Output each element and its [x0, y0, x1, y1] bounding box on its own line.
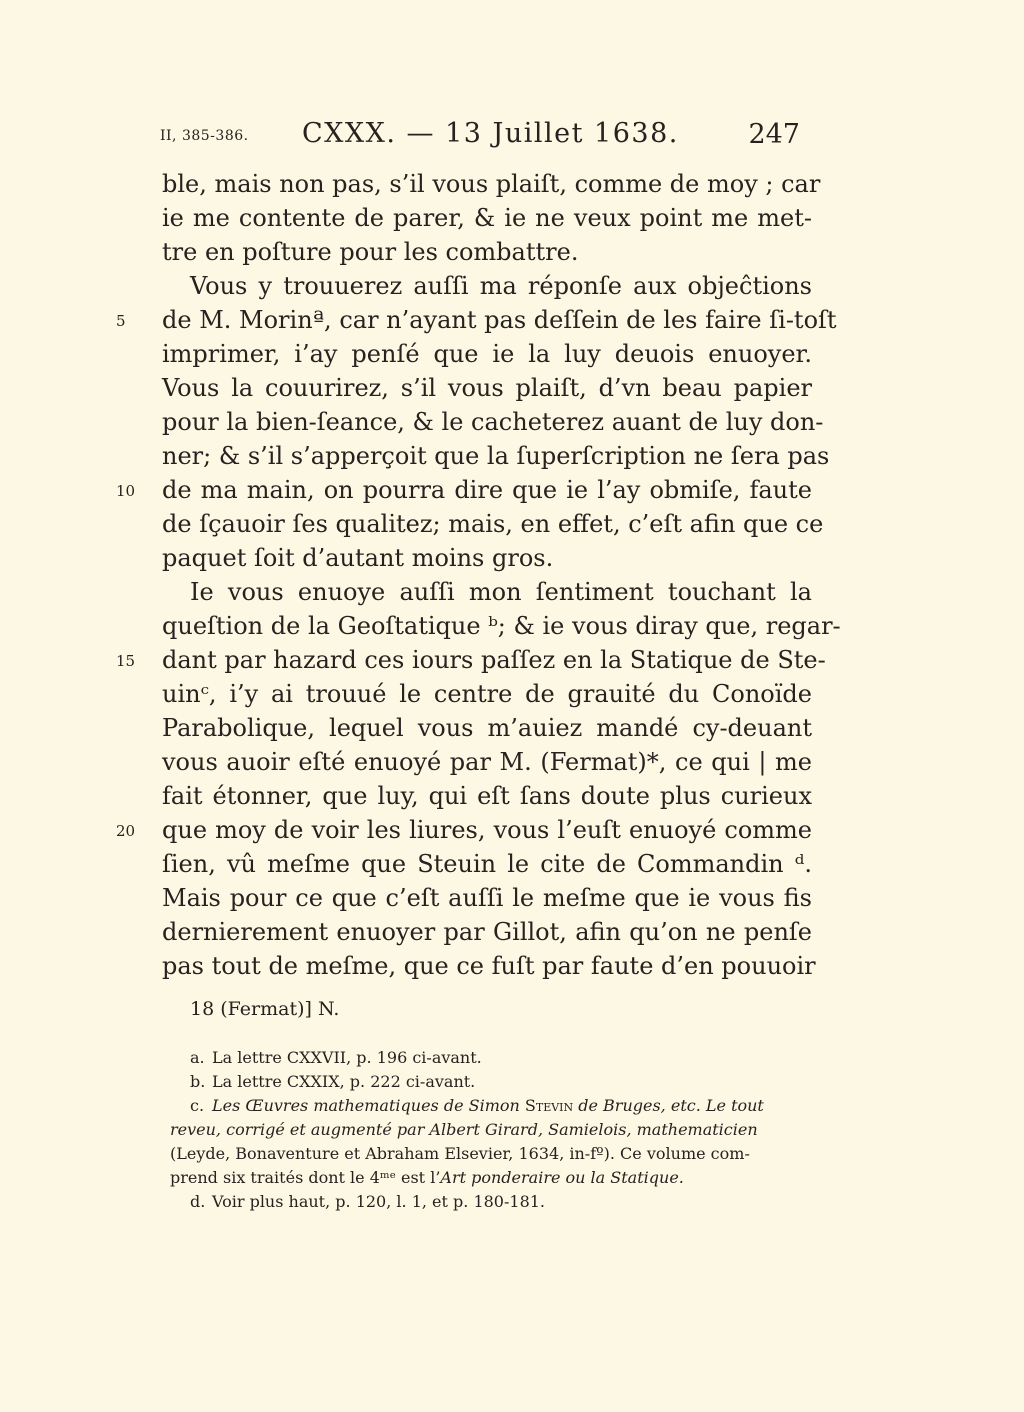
line-number: 5: [116, 312, 126, 330]
text-line: queſtion de la Geoſtatique ᵇ; & ie vous diray que, regar-: [162, 612, 841, 640]
text-line: pas tout de meſme, que ce fuſt par faute d’en pouuoir: [162, 952, 816, 980]
text-line: uinᶜ, i’y ai trouué le centre de grauité du Conoïde: [162, 680, 812, 708]
text-line: ner; & s’il s’apperçoit que la ſuperſcription ne ſera pas: [162, 442, 830, 470]
text-line: 5 de M. Morinª, car n’ayant pas deſſein de les faire ſi-toſt: [162, 303, 812, 337]
footnotes: [170, 1046, 814, 1214]
text-line: dernierement enuoyer par Gillot, afin qu’on ne penſe: [162, 918, 812, 946]
footnote-c: c. Les Œuvres mathematiques de Simon Stevin de Bruges, etc. Le tout reveu, corrigé et augmenté par Albert Girard, Samielois, mathematicien (Leyde, Bonaventure et Abraham Elsevier, 1634, in-fº). Ce volume com- prend six traités dont le 4ᵐᵉ est l’Art ponderaire ou la Statique.: [170, 1096, 764, 1187]
text-line: 10 de ma main, on pourra dire que ie l’ay obmiſe, faute: [162, 473, 812, 507]
text-line: 20 que moy de voir les liures, vous l’euſt enuoyé comme: [162, 813, 812, 847]
text-line: Parabolique, lequel vous m’auiez mandé cy-deuant: [162, 714, 812, 742]
text-line: Mais pour ce que c’eſt auſſi le meſme que ie vous fis: [162, 884, 812, 912]
text-line: ble, mais non pas, s’il vous plaiſt, comme de moy ; car: [162, 170, 821, 198]
letter-title: CXXX. — 13 Juillet 1638.: [302, 118, 679, 149]
text-line: paquet ſoit d’autant moins gros.: [162, 544, 554, 572]
text-line: 15 dant par hazard ces iours paſſez en la Statique de Ste-: [162, 643, 812, 677]
running-header: [160, 118, 800, 158]
text-line: tre en poſture pour les combattre.: [162, 238, 579, 266]
text-line: de ſçauoir ſes qualitez; mais, en effet, c’eſt afin que ce: [162, 510, 824, 538]
line-number: 20: [116, 822, 136, 840]
letter-body: [116, 167, 841, 983]
text-line: pour la bien-ſeance, & le cacheterez auant de luy don-: [162, 408, 824, 436]
text-line: Ie vous enuoye auſſi mon ſentiment touchant la: [190, 578, 812, 606]
footnote-d: d. Voir plus haut, p. 120, l. 1, et p. 180-181.: [190, 1192, 546, 1211]
volume-reference: II, 385-386.: [160, 128, 249, 144]
line-number: 10: [116, 482, 136, 500]
footnote-b: b. La lettre CXXIX, p. 222 ci-avant.: [190, 1072, 476, 1091]
text-line: Vous la couurirez, s’il vous plaiſt, d’vn beau papier: [162, 374, 812, 402]
text-line: fait étonner, que luy, qui eſt ſans doute plus curieux: [162, 782, 812, 810]
text-line: ie me contente de parer, & ie ne veux point me met-: [162, 204, 812, 232]
text-line: Vous y trouuerez auſſi ma réponſe aux objeĉtions: [190, 272, 812, 300]
footnote-a: a. La lettre CXXVII, p. 196 ci-avant.: [190, 1048, 482, 1067]
text-line: vous auoir eſté enuoyé par M. (Fermat)*, ce qui | me: [162, 748, 812, 776]
text-line: ſien, vû meſme que Steuin le cite de Commandin ᵈ.: [162, 850, 812, 878]
page-number: 247: [748, 119, 800, 150]
textual-variant: 18 (Fermat)] N.: [190, 998, 340, 1020]
line-number: 15: [116, 652, 136, 670]
text-line: imprimer, i’ay penſé que ie la luy deuois enuoyer.: [162, 340, 812, 368]
